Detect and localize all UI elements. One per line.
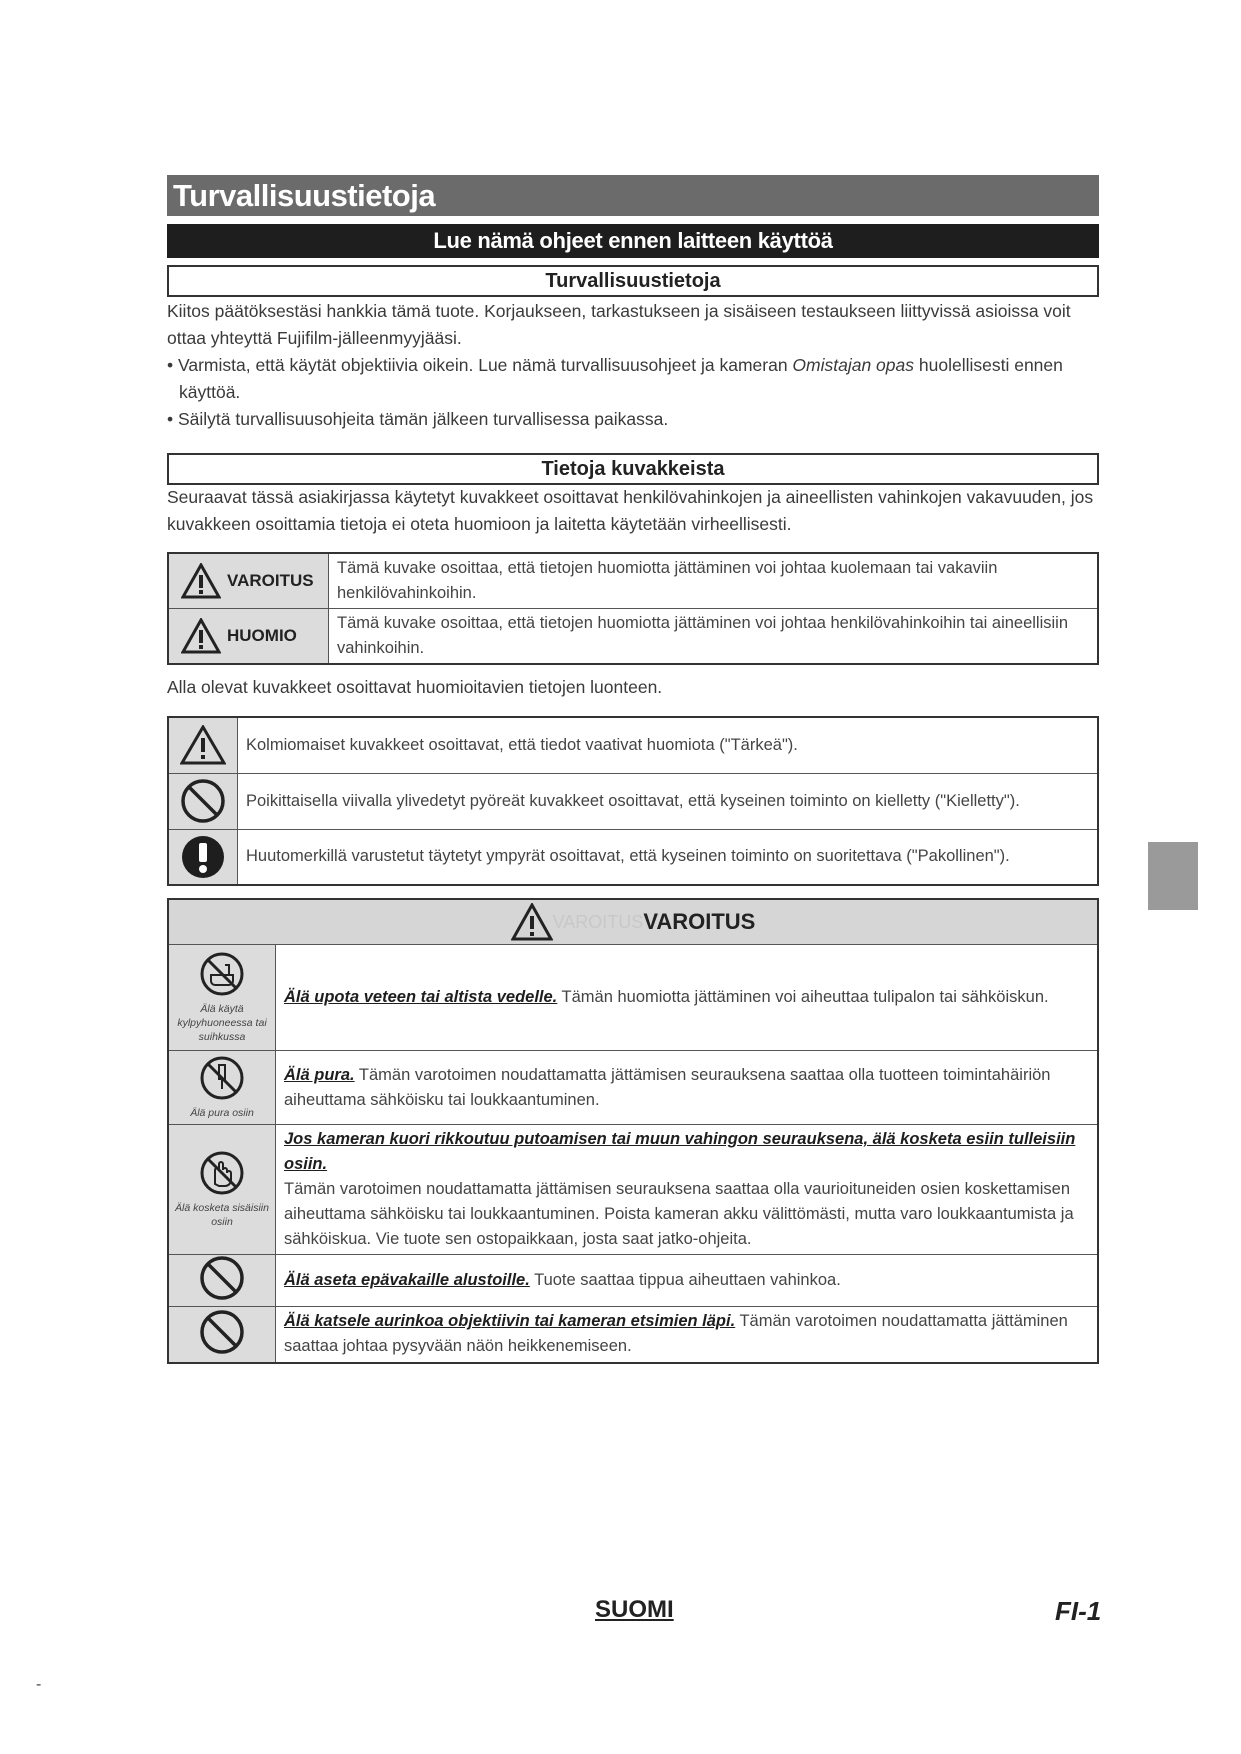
warning-heading: VAROITUS (643, 909, 756, 934)
severity-description: Tämä kuvake osoittaa, että tietojen huomiotta jättäminen voi johtaa kuolemaan tai vakaviin henkilövahinkoihin. (329, 553, 1099, 609)
footer-language: SUOMI (595, 1596, 674, 1623)
warning-row (168, 1307, 1098, 1363)
nature-description: Huutomerkillä varustetut täytetyt ympyrät osoittavat, että kyseinen toiminto on suoritettava ("Pakollinen"). (238, 829, 1099, 885)
nature-icon-cell (168, 773, 238, 829)
warning-rule: Älä pura. (284, 1065, 355, 1084)
safety-bullet-2: • Säilytä turvallisuusohjeita tämän jälkeen turvallisessa paikassa. (167, 409, 669, 429)
warning-text-cell (276, 1051, 1099, 1125)
severity-label: VAROITUS (227, 571, 314, 590)
no-touch-icon (199, 1150, 245, 1196)
warning-icon-cell (168, 945, 276, 1051)
safety-section-body (167, 298, 1099, 433)
warning-icon-cell (168, 1307, 276, 1363)
prohibited-icon (180, 778, 226, 824)
warning-text-cell (276, 1307, 1099, 1363)
warning-rule: Jos kameran kuori rikkoutuu putoamisen tai muun vahingon seurauksena, älä kosketa esiin tulleisiin osiin. (284, 1130, 1076, 1173)
warning-icon-caption: Älä kosketa sisäisiin osiin (175, 1202, 269, 1228)
warning-header-row (168, 899, 1098, 945)
warning-triangle-icon (511, 903, 553, 941)
chapter-side-tab (1148, 842, 1198, 910)
bullet-text: huolellisesti ennen käyttöä. (179, 355, 1063, 402)
warning-detail: Tämän varotoimen noudattamatta jättämisen seurauksena saattaa olla vaurioituneiden osien koskettamisen aiheuttama sähköisku tai loukkaantuminen. Poista kameran akku välittömästi, mutta varo loukkaantumista ja sähköiskua. Vie tuote sen ostopaikkaan, josta saat jatko-ohjeita. (284, 1180, 1074, 1248)
warning-detail: Tuote saattaa tippua aiheuttaen vahinkoa. (529, 1271, 841, 1289)
icons-intro: Seuraavat tässä asiakirjassa käytetyt kuvakkeet osoittavat henkilövahinkojen ja aineellisten vahinkojen vakavuuden, jos kuvakkeen osoittamia tietoja ei oteta huomioon ja laitetta käytetään virheellisesti. (167, 487, 1094, 534)
warning-icon-cell (168, 1125, 276, 1255)
warning-table (167, 898, 1099, 1364)
no-disassemble-icon (199, 1055, 245, 1101)
page-title: Turvallisuustietoja (167, 175, 1099, 216)
nature-icon-cell (168, 717, 238, 773)
nature-row (168, 717, 1098, 773)
prohibited-icon (199, 1309, 245, 1355)
bullet-text: • Varmista, että käytät objektiivia oikein. Lue nämä turvallisuusohjeet ja kameran (167, 355, 793, 375)
warning-row (168, 945, 1098, 1051)
severity-row (168, 609, 1098, 665)
severity-icon-cell (168, 553, 329, 609)
warning-icon-cell (168, 1255, 276, 1307)
warning-text-cell (276, 1255, 1099, 1307)
warning-row (168, 1255, 1098, 1307)
warning-text-cell (276, 945, 1099, 1051)
warning-detail: Tämän huomiotta jättäminen voi aiheuttaa tulipalon tai sähköiskun. (557, 988, 1049, 1006)
corner-mark: - (36, 1676, 42, 1693)
page-number: FI-1 (1055, 1596, 1102, 1626)
nature-row (168, 773, 1098, 829)
nature-description: Poikittaisella viivalla ylivedetyt pyöreät kuvakkeet osoittavat, että kyseinen toiminto on kielletty ("Kielletty"). (238, 773, 1099, 829)
severity-label: HUOMIO (227, 626, 297, 645)
icon-nature-table (167, 716, 1099, 886)
safety-section-heading: Turvallisuustietoja (167, 265, 1099, 297)
warning-triangle-icon (180, 725, 226, 765)
safety-intro: Kiitos päätöksestäsi hankkia tämä tuote. Korjaukseen, tarkastukseen ja sisäiseen testaukseen liittyvissä asioissa voit ottaa yhteyttä Fujifilm-jälleenmyyjääsi. (167, 301, 1071, 348)
icons-section-heading: Tietoja kuvakkeista (167, 453, 1099, 485)
nature-row (168, 829, 1098, 885)
warning-text-cell (276, 1125, 1099, 1255)
read-instructions-banner: Lue nämä ohjeet ennen laitteen käyttöä (167, 224, 1099, 258)
warning-rule: Älä aseta epävakaille alustoille. (284, 1271, 530, 1289)
warning-triangle-icon (181, 618, 221, 654)
owners-manual-ref: Omistajan opas (792, 355, 915, 375)
warning-detail: Tämän varotoimen noudattamatta jättämisen seurauksena saattaa olla tuotteen toimintahäiriön aiheuttama sähköisku tai loukkaantuminen. (284, 1065, 1051, 1109)
nature-intro: Alla olevat kuvakkeet osoittavat huomioitavien tietojen luonteen. (167, 677, 663, 697)
safety-bullet-1 (167, 352, 1099, 406)
warning-triangle-icon (181, 563, 221, 599)
warning-row (168, 1125, 1098, 1255)
warning-header (168, 899, 1098, 945)
nature-icon-cell (168, 829, 238, 885)
severity-row (168, 553, 1098, 609)
warning-icon-cell (168, 1051, 276, 1125)
warning-row (168, 1051, 1098, 1125)
warning-rule: Älä upota veteen tai altista vedelle. (284, 988, 558, 1006)
no-bathroom-icon (199, 951, 245, 997)
severity-icon-cell (168, 609, 329, 665)
warning-ghost-label: VAROITUS (552, 911, 644, 932)
nature-description: Kolmiomaiset kuvakkeet osoittavat, että tiedot vaativat huomiota ("Tärkeä"). (238, 717, 1099, 773)
severity-levels-table (167, 552, 1099, 665)
severity-description: Tämä kuvake osoittaa, että tietojen huomiotta jättäminen voi johtaa henkilövahinkoihin tai aineellisiin vahinkoihin. (329, 609, 1099, 665)
warning-detail: Tämän varotoimen noudattamatta jättäminen saattaa johtaa pysyvään näön heikkenemiseen. (284, 1312, 1068, 1356)
mandatory-exclamation-icon (180, 834, 226, 880)
warning-icon-caption: Älä käytä kylpyhuoneessa tai suihkussa (177, 1003, 267, 1043)
warning-icon-caption: Älä pura osiin (190, 1107, 254, 1119)
prohibited-icon (199, 1255, 245, 1301)
warning-rule: Älä katsele aurinkoa objektiivin tai kameran etsimien läpi. (284, 1312, 736, 1331)
